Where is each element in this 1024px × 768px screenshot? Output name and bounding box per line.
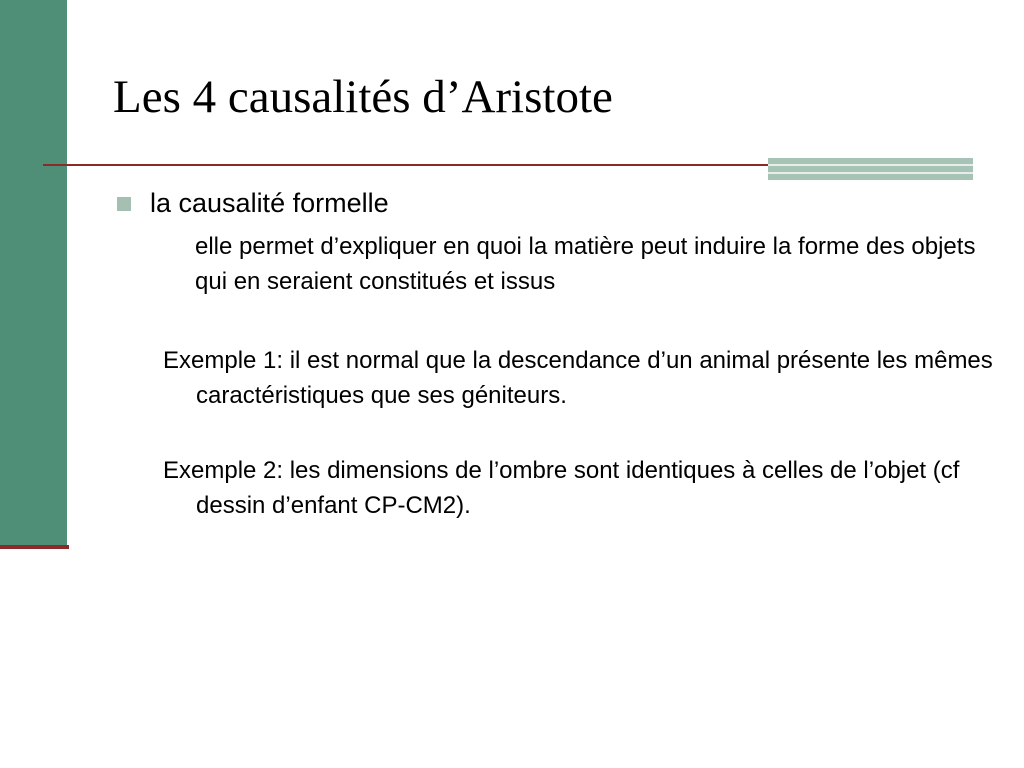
example-2: Exemple 2: les dimensions de l’ombre sont identiques à celles de l’objet (cf dessin d’enfant CP-CM2). [163, 457, 960, 519]
title-divider [43, 164, 769, 166]
left-decorative-bar [0, 0, 67, 545]
slide-title: Les 4 causalités d’Aristote [113, 71, 613, 123]
left-bar-underline [0, 545, 69, 549]
square-bullet-icon [117, 197, 131, 211]
bullet-label: la causalité formelle [150, 188, 389, 218]
bullet-description: elle permet d’expliquer en quoi la matière peut induire la forme des objets qui en seraient constitués et issus [195, 233, 976, 295]
example-1: Exemple 1: il est normal que la descendance d’un animal présente les mêmes caractéristiques que ses géniteurs. [163, 347, 993, 409]
accent-stripe [768, 158, 973, 180]
